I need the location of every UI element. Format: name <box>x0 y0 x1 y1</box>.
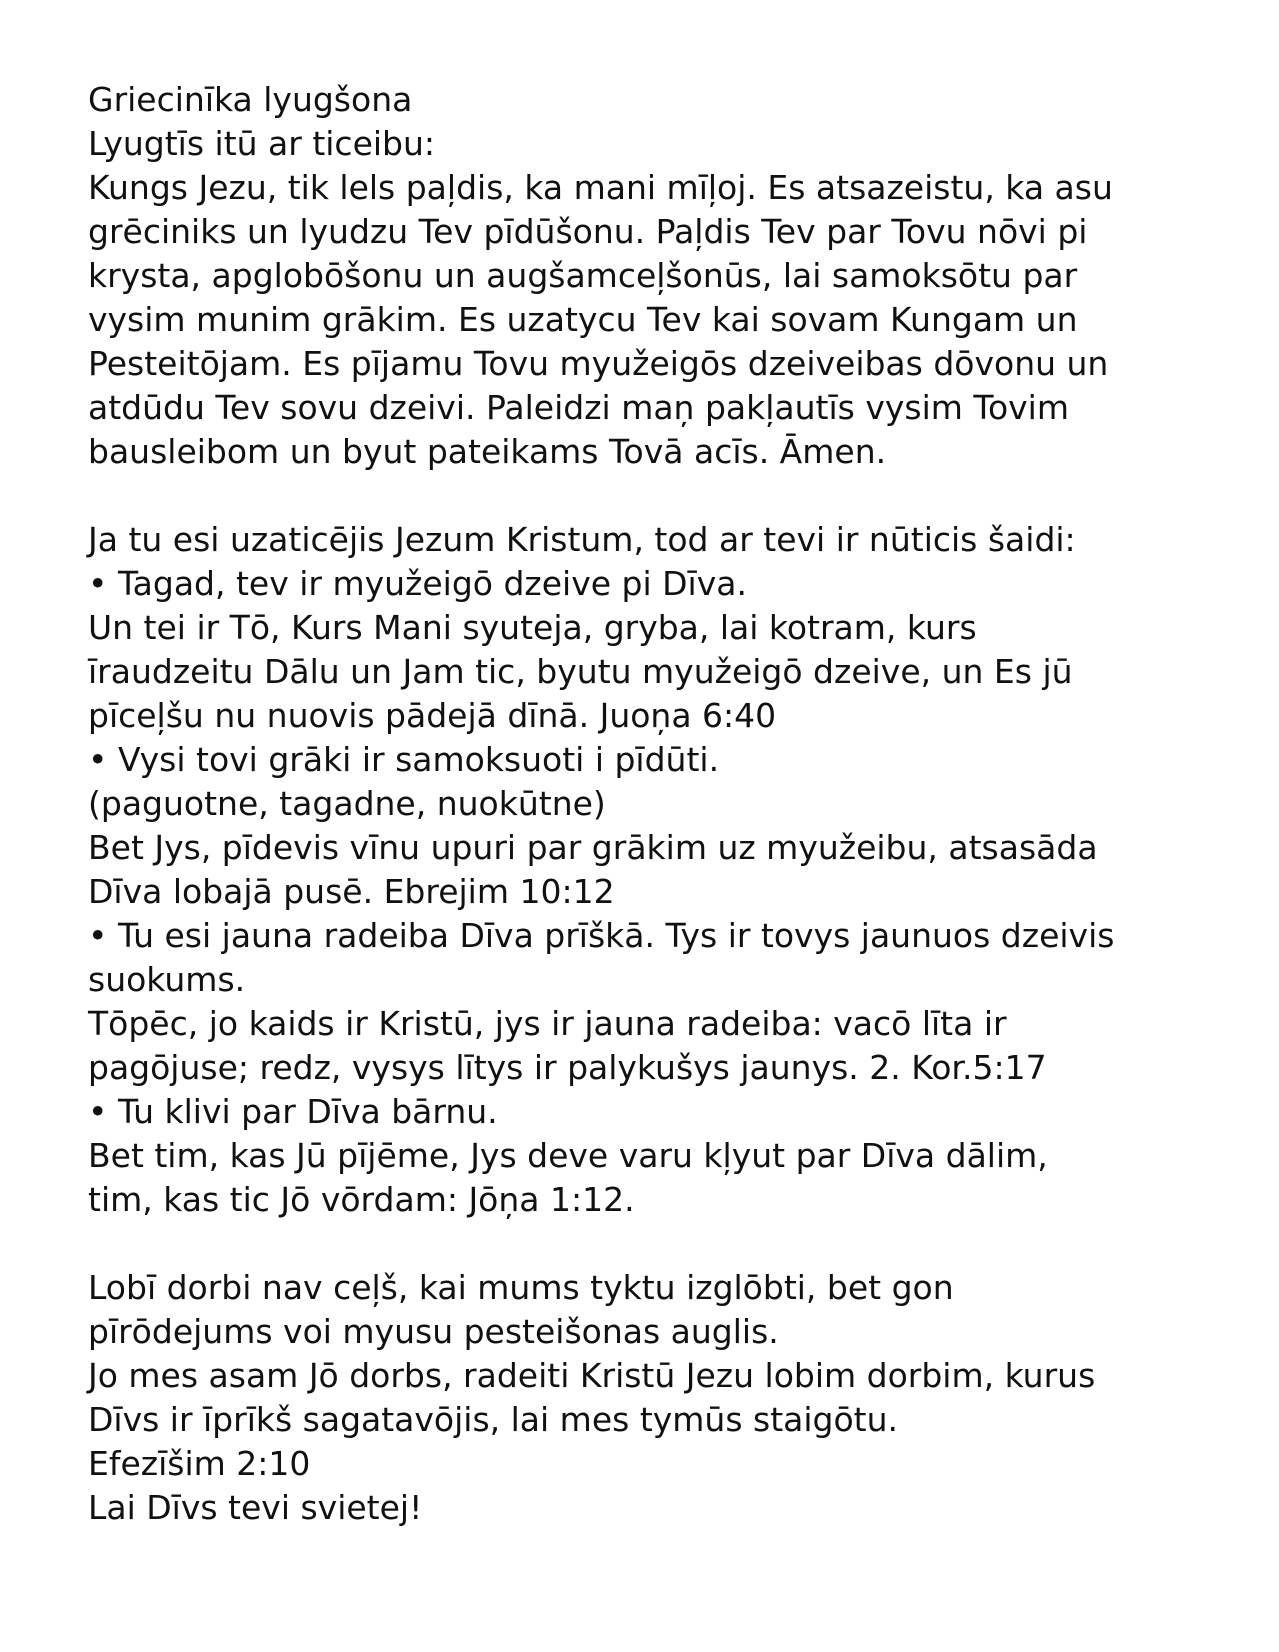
assurance-line: suokums. <box>88 960 246 999</box>
assurance-line: • Tu klivi par Dīva bārnu. <box>88 1092 498 1131</box>
assurance-line: Bet Jys, pīdevis vīnu upuri par grākim uz myužeibu, atsasāda <box>88 828 1098 867</box>
good-works-line: pīrōdejums voi myusu pesteišonas auglis. <box>88 1312 779 1351</box>
assurance-line: • Vysi tovi grāki ir samoksuoti i pīdūti. <box>88 740 720 779</box>
prayer-line: bausleibom un byut pateikams Tovā acīs. Āmen. <box>88 432 887 471</box>
assurance-line: • Tu esi jauna radeiba Dīva prīškā. Tys ir tovys jaunuos dzeivis <box>88 916 1115 955</box>
assurance-line: īraudzeitu Dālu un Jam tic, byutu myužeigō dzeive, un Es jū <box>88 652 1073 691</box>
good-works-line: Jo mes asam Jō dorbs, radeiti Kristū Jezu lobim dorbim, kurus <box>88 1356 1096 1395</box>
assurance-line: (paguotne, tagadne, nuokūtne) <box>88 784 606 823</box>
closing-blessing: Lai Dīvs tevi svietej! <box>88 1488 423 1527</box>
assurance-line: Tōpēc, jo kaids ir Kristū, jys ir jauna radeiba: vacō līta ir <box>88 1004 1007 1043</box>
document-page <box>88 78 1238 1530</box>
good-works-section <box>88 1266 1238 1530</box>
assurance-line: Un tei ir Tō, Kurs Mani syuteja, gryba, lai kotram, kurs <box>88 608 977 647</box>
good-works-line: Dīvs ir īprīkš sagatavōjis, lai mes tymūs staigōtu. <box>88 1400 899 1439</box>
assurance-line: Ja tu esi uzaticējis Jezum Kristum, tod ar tevi ir nūticis šaidi: <box>88 520 1076 559</box>
assurance-line: • Tagad, tev ir myužeigō dzeive pi Dīva. <box>88 564 747 603</box>
good-works-line: Lobī dorbi nav ceļš, kai mums tyktu izglōbti, bet gon <box>88 1268 954 1307</box>
paragraph-spacer <box>88 474 1238 518</box>
prayer-line: atdūdu Tev sovu dzeivi. Paleidzi maņ pakļautīs vysim Tovim <box>88 388 1069 427</box>
prayer-line: Pesteitōjam. Es pījamu Tovu myužeigōs dzeiveibas dōvonu un <box>88 344 1109 383</box>
assurance-line: Dīva lobajā pusē. Ebrejim 10:12 <box>88 872 615 911</box>
prayer-intro: Lyugtīs itū ar ticeibu: <box>88 124 436 163</box>
assurance-section <box>88 518 1238 1222</box>
assurance-line: pīceļšu nu nuovis pādejā dīnā. Juoņa 6:40 <box>88 696 777 735</box>
good-works-line: Efezīšim 2:10 <box>88 1444 311 1483</box>
prayer-line: krysta, apglobōšonu un augšamceļšonūs, lai samoksōtu par <box>88 256 1078 295</box>
prayer-line: grēciniks un lyudzu Tev pīdūšonu. Paļdis Tev par Tovu nōvi pi <box>88 212 1088 251</box>
assurance-line: Bet tim, kas Jū pījēme, Jys deve varu kļyut par Dīva dālim, <box>88 1136 1048 1175</box>
assurance-line: tim, kas tic Jō vōrdam: Jōņa 1:12. <box>88 1180 635 1219</box>
prayer-paragraph <box>88 166 1238 474</box>
assurance-line: pagōjuse; redz, vysys lītys ir palykušys jaunys. 2. Kor.5:17 <box>88 1048 1047 1087</box>
paragraph-spacer <box>88 1222 1238 1266</box>
prayer-line: Kungs Jezu, tik lels paļdis, ka mani mīļoj. Es atsazeistu, ka asu <box>88 168 1113 207</box>
prayer-line: vysim munim grākim. Es uzatycu Tev kai sovam Kungam un <box>88 300 1078 339</box>
document-title: Griecinīka lyugšona <box>88 80 413 119</box>
